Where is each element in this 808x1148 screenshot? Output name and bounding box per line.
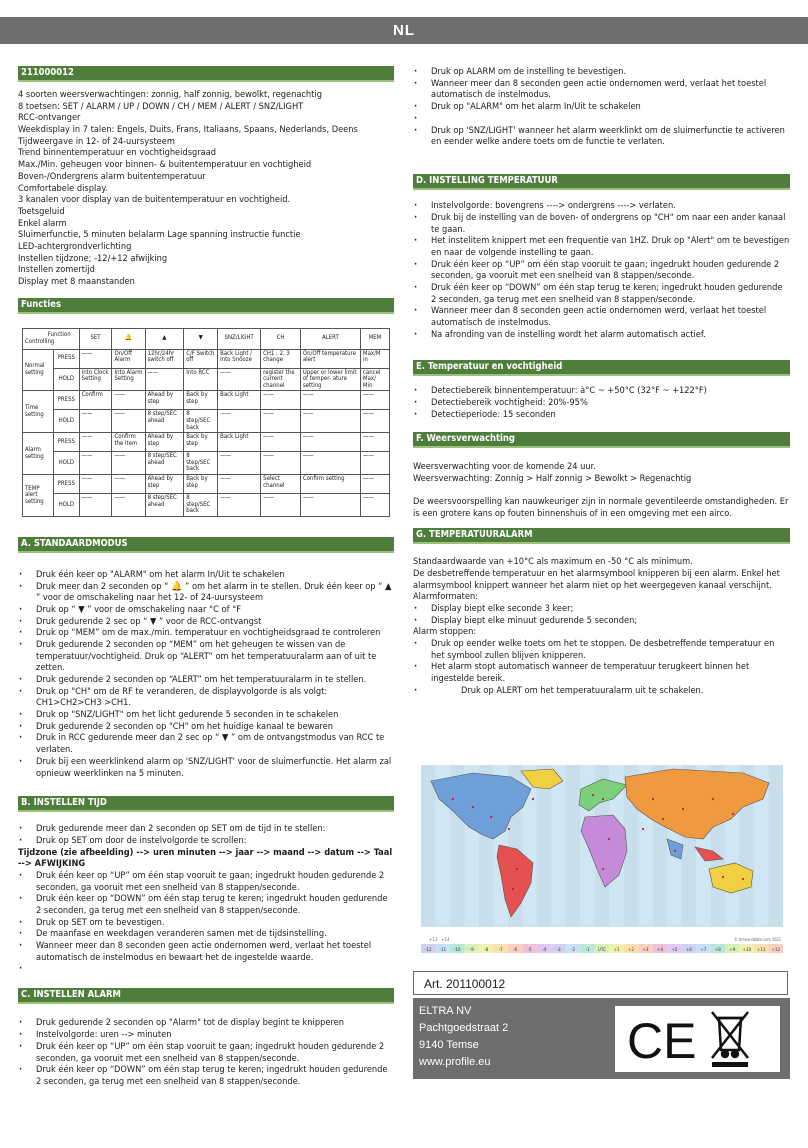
table-row — [23, 494, 390, 517]
row-group: Alarm setting — [23, 433, 54, 475]
city-dot — [508, 828, 510, 830]
feature-line: 8 toetsen: SET / ALARM / UP / DOWN / CH / MEM / ALERT / SNZ/LIGHT — [18, 100, 304, 112]
tz-label: +5 — [671, 948, 678, 954]
instruction-item: · Het instelitem knippert met een frequentie van 1HZ. Druk op "Alert" om te bevestigen en naar de volgende instelling te gaan. — [413, 235, 790, 258]
ce-weee-logo-box — [615, 1006, 780, 1072]
alarm-stop-item: · Druk op eender welke toets om het te stoppen. De desbetreffende temperatuur en het symbool zullen blijven knipperen. — [413, 638, 790, 661]
feature-line: Tijdweergave in 12- of 24-uursysteem — [18, 135, 175, 147]
table-cell: Back by step — [184, 391, 218, 410]
table-cell: On/Off temperature alert — [300, 349, 360, 368]
table-row — [23, 475, 390, 494]
table-corner: Function Controlling — [23, 328, 80, 349]
city-dot — [592, 794, 594, 796]
table-header: SET — [79, 328, 112, 349]
tz-stripe — [537, 765, 551, 927]
tz-label: +6 — [685, 948, 692, 954]
table-cell: —— — [261, 452, 301, 475]
forecast-line: Weersverwachting voor de komende 24 uur. — [413, 461, 596, 473]
table-cell: —— — [79, 349, 112, 368]
table-cell: Back Light — [218, 433, 261, 452]
alarm-format-item: · Display biept elke minuut gedurende 5 seconden; — [413, 615, 790, 627]
table-row — [23, 410, 390, 433]
alarm-stop-item: · Het alarm stopt automatisch wanneer de temperatuur terugkeert binnen het ingestelde bereik. — [413, 661, 790, 684]
table-cell: —— — [145, 368, 184, 391]
timezone-map — [413, 759, 790, 964]
section-d-list — [413, 200, 790, 340]
instruction-item: · Druk gedurende 2 seconden op "CH" om het huidige kanaal te bewaren — [18, 721, 394, 733]
feature-line: 4 soorten weersverwachtingen: zonnig, half zonnig, bewolkt, regenachtig — [18, 89, 322, 100]
table-cell: Back Light / Into Snooze — [218, 349, 261, 368]
table-cell: —— — [261, 410, 301, 433]
tz-label: +7 — [700, 948, 707, 954]
alarm-flash-line: De desbetreffende temperatuur en het alarmsymbool knipperen bij een alarm. Enkel het alarmsymbool knippert wanneer het alarm niet op het weergegeven kanaal verschijnt. — [413, 567, 780, 591]
table-cell: —— — [300, 391, 360, 410]
address-block — [413, 998, 790, 1079]
tz-label: +4 — [656, 948, 663, 954]
city-dot — [602, 798, 604, 800]
table-header: 🔔 — [112, 328, 145, 349]
tz-label: -3 — [556, 948, 561, 954]
alarm-stop-list — [413, 638, 790, 696]
row-action: PRESS — [54, 391, 80, 410]
section-b-empty-bullet — [18, 963, 394, 976]
alarm-stop-label: Alarm stoppen: — [413, 626, 477, 638]
instruction-item: · Druk bij een weerklinkend alarm op 'SNZ/LIGHT' voor de sluimerfunctie. Het alarm zal opnieuw weerklinken na 5 minuten. — [18, 756, 394, 779]
table-cell: —— — [112, 475, 145, 494]
section-a-header: A. STANDAARDMODUS — [18, 537, 394, 553]
instruction-item: · Druk in RCC gedurende meer dan 2 sec op “ ▼ ” om de ontvangstmodus van RCC te verlaten. — [18, 732, 394, 755]
city-dot — [642, 828, 644, 830]
table-cell: —— — [360, 494, 389, 517]
instruction-item: · Instelvolgorde: bovengrens ----> ondergrens ----> verlaten. — [413, 200, 790, 212]
table-cell: Ahead by step — [145, 433, 184, 452]
table-cell: 8 step/SEC ahead — [145, 410, 184, 433]
instruction-item: · Druk op "CH" om de RF te veranderen, de displayvolgorde is als volgt: CH1>CH2>CH3 >CH1. — [18, 686, 394, 709]
tz-label: -6 — [513, 948, 518, 954]
city-dot — [452, 798, 454, 800]
function-table — [22, 328, 390, 517]
table-cell: On/Off Alarm — [112, 349, 145, 368]
table-cell: —— — [218, 452, 261, 475]
table-cell: 8 step/SEC ahead — [145, 494, 184, 517]
table-header: SNZ/LIGHT — [218, 328, 261, 349]
feature-line: Boven-/Ondergrens alarm buitentemperatuur — [18, 170, 206, 182]
table-cell: Confirm the item — [112, 433, 145, 452]
instruction-item: · Druk gedurende 2 seconden op "Alarm" tot de display begint te knipperen — [18, 1017, 394, 1029]
tz-label: -9 — [469, 948, 474, 954]
tz-label: -5 — [527, 948, 532, 954]
section-c-list — [18, 1017, 394, 1087]
row-group: TEMP alert setting — [23, 475, 54, 517]
city-dot — [532, 798, 534, 800]
city-dot — [512, 888, 514, 890]
section-d-header: D. INSTELLING TEMPERATUUR — [413, 174, 790, 190]
tz-label: +1 — [613, 948, 620, 954]
table-cell: Confirm setting — [300, 475, 360, 494]
instruction-item: · Druk één keer op “DOWN” om één stap terug te keren; ingedrukt houden gedurende 2 seconden, ga terug met een snelheid van 8 stappen/seconde. — [18, 1064, 394, 1087]
table-cell: —— — [112, 452, 145, 475]
spec-item: · Detectiebereik vochtigheid: 20%-95% — [413, 397, 790, 409]
table-cell: —— — [79, 410, 112, 433]
table-cell: —— — [79, 494, 112, 517]
alarm-formats-label: Alarmformaten: — [413, 591, 478, 603]
forecast-note: De weersvoorspelling kan nauwkeuriger zijn in normale geventileerde omstandigheden. Er is een grotere kans op fouten binnenshuis of in een omgeving met een airco. — [413, 495, 789, 519]
functies-header: Functies — [18, 298, 394, 314]
instruction-item: · Druk één keer op “DOWN” om één stap terug te keren; ingedrukt houden gedurende 2 seconden, ga terug met een snelheid van 8 stappen/seconde. — [413, 282, 790, 305]
table-cell: Max/M in — [360, 349, 389, 368]
spec-item: · Detectieperiode: 15 seconden — [413, 409, 790, 421]
feature-line: LED-achtergrondverlichting — [18, 240, 132, 252]
table-cell: —— — [300, 452, 360, 475]
article-number-header: 211000012 — [18, 66, 394, 82]
table-cell: —— — [112, 391, 145, 410]
table-cell: —— — [79, 475, 112, 494]
tz-stripe — [421, 765, 435, 927]
instruction-item: · Druk één keer op “UP” om één stap vooruit te gaan; ingedrukt houden gedurende 2 seconden, ga vooruit met een snelheid van 8 stappen/seconde. — [18, 1041, 394, 1064]
instruction-item: · Wanneer meer dan 8 seconden geen actie ondernomen werd, verlaat het toestel automatisch de instelmodus. — [413, 78, 790, 101]
tz-label: +10 — [742, 948, 752, 954]
table-cell: cancel Max/ Min — [360, 368, 389, 391]
row-group: Time setting — [23, 391, 54, 433]
tz-label: -12 — [424, 948, 432, 954]
instruction-item: · Druk gedurende 2 seconden op “ALERT” om het temperatuuralarm in te stellen. — [18, 674, 394, 686]
table-header: CH — [261, 328, 301, 349]
instruction-item: · Druk meer dan 2 seconden op “ 🔔 ” om het alarm in te stellen. Druk één keer op “ ▲ ” voor de omschakeling naar het 12- of 24-uursysteem — [18, 581, 394, 604]
table-cell: —— — [360, 475, 389, 494]
table-cell: —— — [218, 368, 261, 391]
table-header: ▼ — [184, 328, 218, 349]
instruction-item: · Druk op “MEM” om de max./min. temperatuur en vochtigheidsgraad te controleren — [18, 627, 394, 639]
instruction-item: · Druk één keer op “DOWN” om één stap terug te keren; ingedrukt houden gedurende 2 seconden, ga terug met een snelheid van 8 stappen/seconde. — [18, 893, 394, 916]
tz-label: -11 — [439, 948, 447, 954]
row-action: PRESS — [54, 475, 80, 494]
city-dot — [732, 813, 734, 815]
section-a-list — [18, 569, 394, 779]
table-cell: —— — [360, 410, 389, 433]
street: Pachtgoedstraat 2 — [419, 1022, 509, 1035]
tz-label: -2 — [570, 948, 576, 954]
city-dot — [490, 816, 492, 818]
instruction-item: · Druk gedurende 2 sec op “ ▼ ” voor de RCC-ontvangst — [18, 616, 394, 628]
table-row — [23, 452, 390, 475]
table-cell: —— — [360, 433, 389, 452]
table-cell: CH1 , 2, 3 change — [261, 349, 301, 368]
alarm-format-item: · Display biept elke seconde 3 keer; — [413, 603, 790, 615]
row-action: HOLD — [54, 452, 80, 475]
city-dot — [682, 808, 684, 810]
section-b-header: B. INSTELLEN TIJD — [18, 796, 394, 812]
tz-label: +12 — [771, 948, 781, 954]
section-f-text — [413, 461, 790, 519]
instruction-item: · De maanfase en weekdagen veranderen samen met de tijdsinstelling. — [18, 928, 394, 940]
tz-label: -4 — [542, 948, 547, 954]
section-c-continued — [413, 66, 790, 148]
spec-item: · Detectiebereik binnentemperatuur: à°C ~ +50°C (32°F ~ +122°F) — [413, 385, 790, 397]
feature-line: RCC-ontvanger — [18, 112, 81, 124]
company-name: ELTRA NV — [419, 1005, 472, 1018]
section-e-list — [413, 385, 790, 420]
alarm-default-line: Standaardwaarde van +10°C als maximum en -50 °C als minimum. — [413, 556, 693, 568]
table-cell: —— — [300, 433, 360, 452]
table-cell: —— — [79, 452, 112, 475]
table-row — [23, 391, 390, 410]
table-cell: —— — [300, 494, 360, 517]
row-action: HOLD — [54, 410, 80, 433]
table-cell: —— — [112, 410, 145, 433]
feature-line: 3 kanalen voor display van de buitentemperatuur en vochtigheid. — [18, 194, 291, 206]
instruction-item: · Na afronding van de instelling wordt het alarm automatisch actief. — [413, 329, 790, 341]
section-g-text — [413, 556, 790, 696]
feature-line: Weekdisplay in 7 talen: Engels, Duits, Frans, Italiaans, Spaans, Nederlands, Deens — [18, 124, 358, 136]
instruction-item: · Wanneer meer dan 8 seconden geen actie ondernomen werd, verlaat het toestel automatisch de instelmodus. — [413, 305, 790, 328]
table-cell: Back by step — [184, 475, 218, 494]
table-cell: 12hr/24hr switch off — [145, 349, 184, 368]
feature-line: Enkel alarm — [18, 217, 67, 229]
table-cell: —— — [218, 410, 261, 433]
tz-label-small: +14 — [441, 938, 450, 944]
city-dot — [516, 868, 518, 870]
feature-list — [18, 89, 394, 288]
tz-label: +3 — [642, 948, 649, 954]
table-header: MEM — [360, 328, 389, 349]
table-cell: —— — [218, 494, 261, 517]
table-cell: Back Light — [218, 391, 261, 410]
instruction-item: · Wanneer meer dan 8 seconden geen actie ondernomen werd, verlaat het toestel automatisch de instelmodus en bewaart het de ingestelde waarde. — [18, 940, 394, 963]
city-dot — [662, 818, 664, 820]
instruction-item: · Druk op "SNZ/LIGHT" om het licht gedurende 5 seconden in te schakelen — [18, 709, 394, 721]
section-f-header: F. Weersverwachting — [413, 432, 790, 448]
alarm-stop-item: · Druk op ALERT om het temperatuuralarm uit te schakelen. — [413, 685, 790, 697]
table-row — [23, 349, 390, 368]
instruction-item: · Druk op SET om door de instelvolgorde te scrollen: — [18, 835, 394, 847]
instruction-item: · Druk op 'SNZ/LIGHT' wanneer het alarm weerklinkt om de sluimerfunctie te activeren en eender welke andere toets om de functie te verlaten. — [413, 125, 790, 148]
instruction-item: · Druk op “ ▼ ” voor de omschakeling naar °C of °F — [18, 604, 394, 616]
instruction-item — [413, 113, 790, 125]
feature-line: Instellen zomertijd — [18, 264, 95, 276]
map-credit: © timeanddate.com 2021 — [734, 937, 781, 943]
feature-line: Comfortabele display. — [18, 182, 108, 194]
section-b-list-2 — [18, 870, 394, 964]
table-cell: Into RCC — [184, 368, 218, 391]
tz-stripe — [769, 765, 783, 927]
tz-label: -10 — [453, 948, 461, 954]
table-header: ALERT — [300, 328, 360, 349]
city: 9140 Temse — [419, 1039, 479, 1052]
instruction-item: · Druk op SET om te bevestigen. — [18, 917, 394, 929]
feature-line: Sluimerfunctie, 5 minuten belalarm Lage spanning instructie functie — [18, 229, 301, 241]
table-header: ▲ — [145, 328, 184, 349]
tz-label: +2 — [627, 948, 635, 954]
section-c-header: C. INSTELLEN ALARM — [18, 988, 394, 1004]
city-dot — [652, 798, 654, 800]
tz-label: +8 — [714, 948, 721, 954]
table-cell: Upper or lower limit of temper- ature setting — [300, 368, 360, 391]
row-action: HOLD — [54, 494, 80, 517]
table-row — [23, 368, 390, 391]
city-dot — [602, 868, 604, 870]
city-dot — [472, 806, 474, 808]
row-action: PRESS — [54, 433, 80, 452]
table-row — [23, 433, 390, 452]
instruction-item: · Druk één keer op "ALARM" om het alarm In/Uit te schakelen — [18, 569, 394, 581]
right-column — [413, 66, 790, 1079]
tz-label-small: +13 — [429, 938, 438, 944]
table-cell: 8 step/SEC back — [184, 494, 218, 517]
table-cell: —— — [360, 452, 389, 475]
table-cell: —— — [261, 494, 301, 517]
instruction-item: · Druk gedurende 2 seconden op “MEM” om het geheugen te wissen van de temperatuur/vochtigheid. Druk op “ALERT” om het temperatuuralarm aan of uit te zetten. — [18, 639, 394, 674]
table-cell: —— — [112, 494, 145, 517]
table-cell: Ahead by step — [145, 391, 184, 410]
ce-mark-icon: CE — [627, 1013, 697, 1070]
tz-label: -8 — [484, 948, 489, 954]
table-cell: —— — [360, 391, 389, 410]
tz-label: -1 — [585, 948, 590, 954]
table-cell: C/F Switch off — [184, 349, 218, 368]
feature-line: Instellen tijdzone; -12/+12 afwijking — [18, 252, 168, 264]
feature-line: Max./Min. geheugen voor binnen- & buitentemperatuur en vochtigheid — [18, 159, 312, 171]
tz-stripe — [551, 765, 565, 927]
instruction-item: · Druk één keer op “UP” om één stap vooruit te gaan; ingedrukt houden gedurende 2 seconden, ga vooruit met een snelheid van 8 stappen/seconde. — [18, 870, 394, 893]
table-cell: Into Alarm Setting — [112, 368, 145, 391]
row-action: HOLD — [54, 368, 80, 391]
table-cell: —— — [79, 433, 112, 452]
city-dot — [674, 850, 676, 852]
feature-line: Toetsgeluid — [18, 205, 65, 217]
tz-stripe — [566, 765, 580, 927]
weee-bin-icon — [712, 1012, 748, 1067]
instruction-item: · Druk op "ALARM" om het alarm In/Uit te schakelen — [413, 101, 790, 113]
website-link[interactable]: www.profile.eu — [419, 1056, 491, 1069]
forecast-line: Weersverwachting: Zonnig > Half zonnig > Bewolkt > Regenachtig — [413, 473, 692, 485]
row-group: Normal setting — [23, 349, 54, 391]
table-cell: —— — [300, 410, 360, 433]
instruction-item: · Druk gedurende meer dan 2 seconden op SET om de tijd in te stellen: — [18, 823, 394, 835]
article-box: Art. 201100012 — [413, 971, 788, 995]
table-cell: 8 step/SEC back — [184, 452, 218, 475]
table-cell: —— — [261, 391, 301, 410]
city-dot — [608, 838, 610, 840]
tz-label: UTC — [597, 948, 607, 954]
feature-line: Display met 8 maanstanden — [18, 276, 135, 287]
table-cell: Back by step — [184, 433, 218, 452]
language-header: NL — [0, 17, 808, 44]
city-dot — [742, 878, 744, 880]
table-cell: Confirm — [79, 391, 112, 410]
alarm-formats-list — [413, 603, 790, 626]
table-cell: register the current channel — [261, 368, 301, 391]
section-b-order: Tijdzone (zie afbeelding) --> uren minuten --> jaar --> maand --> datum --> Taal --> AFWIJKING — [18, 846, 393, 870]
table-cell: —— — [218, 475, 261, 494]
tz-label: -7 — [498, 948, 503, 954]
table-cell: Into Clock Setting — [79, 368, 112, 391]
tz-label: +11 — [756, 948, 766, 954]
instruction-item: · Druk bij de instelling van de boven- of ondergrens op "CH" om naar een ander kanaal te gaan. — [413, 212, 790, 235]
table-cell: 8 step/SEC ahead — [145, 452, 184, 475]
feature-line: Trend binnentemperatuur en vochtigheidsgraad — [18, 147, 217, 159]
instruction-item: · Instelvolgorde: uren --> minuten — [18, 1029, 394, 1041]
instruction-item: · Druk één keer op “UP” om één stap vooruit te gaan; ingedrukt houden gedurende 2 seconden, ga vooruit met een snelheid van 8 stappen/seconde. — [413, 259, 790, 282]
left-column — [18, 66, 394, 1088]
table-cell: Ahead by step — [145, 475, 184, 494]
section-e-header: E. Temperatuur en vochtigheid — [413, 360, 790, 376]
table-cell: 8 step/SEC back — [184, 410, 218, 433]
instruction-item: · Druk op ALARM om de instelling te bevestigen. — [413, 66, 790, 78]
table-cell: Select channel — [261, 475, 301, 494]
timezone-map-svg — [413, 759, 790, 964]
table-cell: —— — [261, 433, 301, 452]
section-b-list — [18, 823, 394, 846]
tz-label: +9 — [729, 948, 736, 954]
city-dot — [712, 798, 714, 800]
city-dot — [722, 876, 724, 878]
section-g-header: G. TEMPERATUURALARM — [413, 528, 790, 544]
row-action: PRESS — [54, 349, 80, 368]
